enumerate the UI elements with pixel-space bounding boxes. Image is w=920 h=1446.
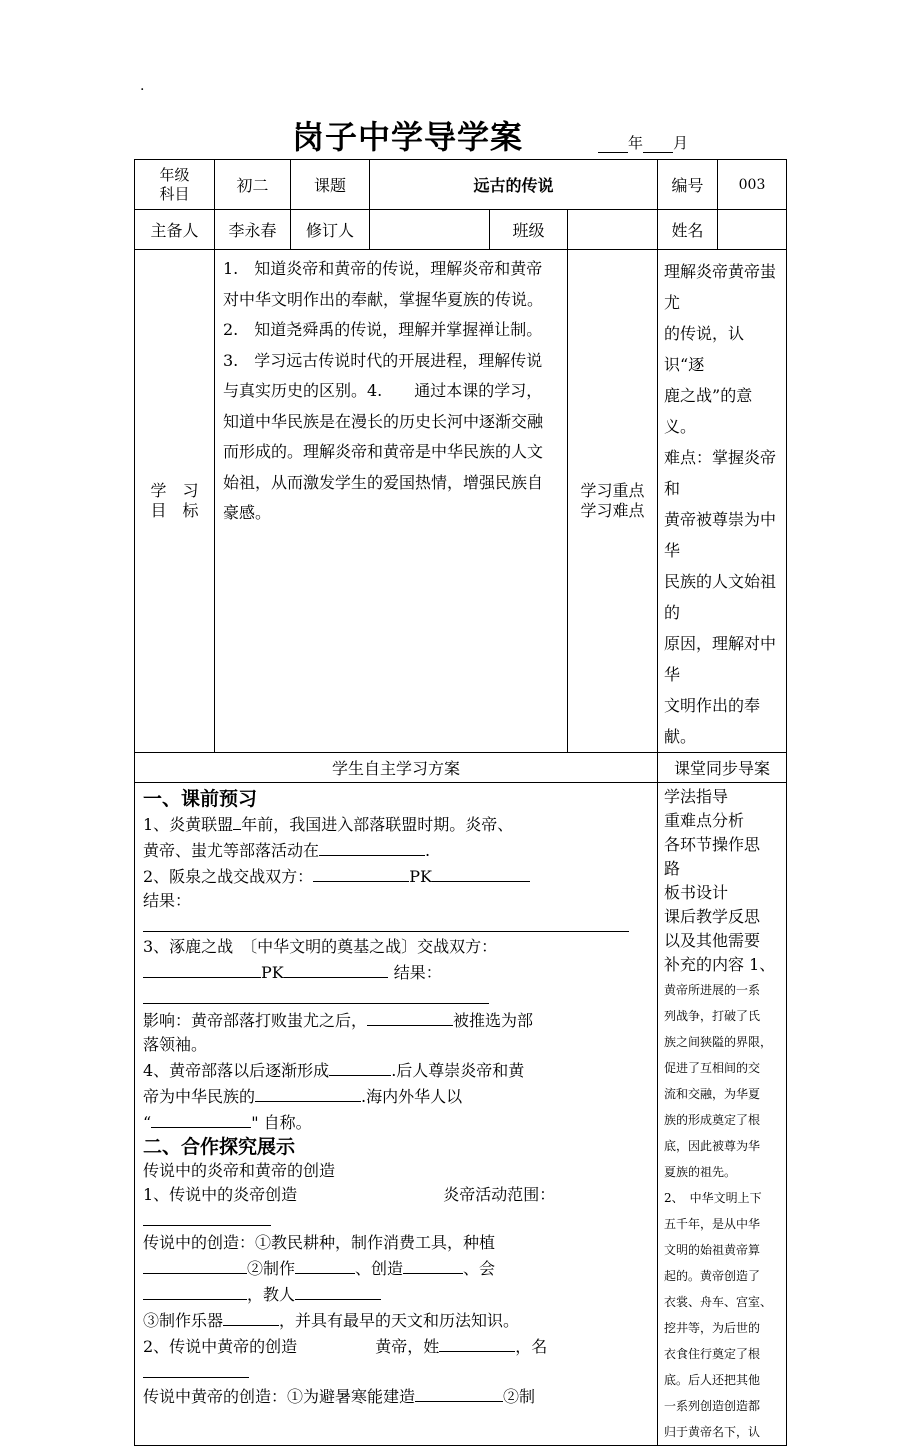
blank[interactable] (223, 1307, 279, 1326)
goal-line: 豪感。 (223, 503, 272, 522)
question-4-end: “ " 自称。 (143, 1109, 651, 1135)
section-explore-title: 二、合作探究展示 (143, 1136, 296, 1158)
explore-1-create-4: ③制作乐器 ，并具有最早的天文和历法知识。 (143, 1307, 651, 1333)
goals-text (215, 250, 568, 753)
question-3-pk: PK 结果： (143, 959, 651, 985)
blank[interactable] (143, 959, 261, 978)
month-label: 月 (673, 134, 689, 152)
grade-subject-label: 年级 科目 (135, 160, 215, 210)
key-line: 民族的人文始祖的 (664, 572, 777, 622)
reviser-value-field[interactable] (370, 210, 490, 250)
guide-note-first: 补充的内容 1、 (664, 955, 776, 974)
guide-item: 课后教学反思 (664, 907, 761, 926)
key-line: 难点：掌握炎帝和 (664, 448, 777, 498)
blank[interactable] (295, 1281, 381, 1300)
key-points-text (658, 250, 787, 753)
guide-note-line: 归于黄帝名下，认 (664, 1425, 761, 1439)
guide-note-line: 族的形成奠定了根 (664, 1113, 761, 1127)
question-4-cont: 帝为中华民族的 .海内外华人以 (143, 1083, 651, 1109)
year-blank[interactable] (598, 138, 628, 153)
blank[interactable] (313, 863, 409, 882)
blank[interactable] (143, 1255, 247, 1274)
question-2-result: 结果： (143, 891, 192, 910)
key-line: 理解炎帝黄帝蚩尤 (664, 262, 777, 312)
grade-value: 初二 (215, 160, 291, 210)
blank[interactable] (439, 1333, 515, 1352)
goal-line: 2. 知道尧舜禹的传说，理解并掌握禅让制。 (223, 320, 543, 339)
key-line: 文明作出的奉献。 (664, 696, 761, 746)
date-line (598, 132, 688, 153)
blank[interactable] (233, 811, 241, 830)
guide-note-line: 五千年，是从中华 (664, 1217, 761, 1231)
self-study-content (135, 783, 658, 1446)
guide-item: 重难点分析 (664, 811, 745, 830)
class-guide-content (658, 783, 787, 1446)
blank[interactable] (329, 1057, 391, 1076)
guide-item: 各环节操作思 (664, 835, 761, 854)
lesson-title: 远古的传说 (370, 160, 658, 210)
question-3-impact: 影响：黄帝部落打败蚩尤之后， 被推选为部 (143, 1007, 651, 1033)
blank[interactable] (143, 1281, 247, 1300)
blank[interactable] (151, 1109, 251, 1128)
question-1: 1、炎黄联盟 年前，我国进入部落联盟时期。炎帝、 (143, 811, 651, 837)
guide-note-line: 列战争，打破了氏 (664, 1009, 761, 1023)
guide-note-line: 挖井等，为后世的 (664, 1321, 761, 1335)
guide-note-line: 文明的始祖黄帝算 (664, 1243, 761, 1257)
goal-line: 而形成的。理解炎帝和黄帝是中华民族的人文 (223, 442, 544, 461)
goal-line: 与真实历史的区别。4. 通过本课的学习， (223, 381, 543, 400)
explore-1: 1、传说中的炎帝创造 炎帝活动范围： (143, 1185, 556, 1204)
class-label: 班级 (490, 210, 568, 250)
question-2-result-line (143, 913, 651, 935)
section-preview-title: 一、课前预习 (143, 788, 258, 810)
question-3-impact-cont: 落领袖。 (143, 1035, 208, 1054)
goal-line: 知道中华民族是在漫长的历史长河中逐渐交融 (223, 411, 544, 431)
question-1-cont: 黄帝、蚩尤等部落活动在 . (143, 837, 651, 863)
question-4: 4、黄帝部落以后逐渐形成 .后人尊崇炎帝和黄 (143, 1057, 651, 1083)
blank[interactable] (432, 863, 530, 882)
explore-2: 2、传说中黄帝的创造 黄帝，姓 ，名 (143, 1333, 651, 1359)
guide-note-line: 流和交融，为华夏 (664, 1087, 761, 1101)
key-line: 原因，理解对中华 (664, 634, 777, 684)
key-line: 鹿之战”的意义。 (664, 386, 753, 436)
guide-note-line: 底。后人还把其他 (664, 1373, 761, 1387)
goal-line: 3. 学习远古传说时代的开展进程，理解传说 (223, 350, 543, 370)
blank[interactable] (284, 959, 388, 978)
class-value-field[interactable] (568, 210, 658, 250)
blank[interactable] (319, 837, 425, 856)
section-explore-sub: 传说中的炎帝和黄帝的创造 (143, 1161, 336, 1180)
blank[interactable] (295, 1255, 355, 1274)
explore-1-create-2: ②制作 、创造 、会 (143, 1255, 651, 1281)
guide-note-line: 衣食住行奠定了根 (664, 1347, 761, 1361)
preparer-label: 主备人 (135, 210, 215, 250)
guide-note-line: 夏族的祖先。 (664, 1165, 737, 1179)
guide-note-line: 一系列创造创造都 (664, 1399, 761, 1413)
guide-note-line: 黄帝所进展的一系 (664, 983, 761, 997)
question-3: 3、涿鹿之战 〔中华文明的奠基之战〕交战双方： (143, 937, 498, 956)
blank[interactable] (143, 985, 489, 1004)
guide-note-line: 起的。黄帝创造了 (664, 1269, 761, 1283)
key-line: 黄帝被尊崇为中华 (664, 510, 777, 560)
explore-1-create: 传说中的创造：①教民耕种，制作消费工具，种植 (143, 1233, 496, 1252)
name-label: 姓名 (658, 210, 718, 250)
goal-line: 始祖，从而激发学生的爱国热情，增强民族自 (223, 472, 544, 492)
reviser-label: 修订人 (291, 210, 370, 250)
goals-label: 学 习 目 标 (135, 250, 215, 753)
blank[interactable] (367, 1007, 453, 1026)
number-value: 003 (718, 160, 787, 210)
question-3-result-line (143, 985, 651, 1007)
blank[interactable] (403, 1255, 463, 1274)
explore-2-line (143, 1359, 651, 1383)
explore-1-create-3: ，教人 (143, 1281, 651, 1307)
guide-item: 路 (664, 859, 681, 878)
header (0, 112, 920, 162)
goal-line: 对中华文明作出的奉献，掌握华夏族的传说。 (223, 289, 544, 309)
class-guide-header: 课堂同步导案 (658, 753, 787, 783)
number-label: 编号 (658, 160, 718, 210)
lesson-label: 课题 (291, 160, 370, 210)
blank[interactable] (143, 913, 629, 932)
explore-1-line (143, 1207, 651, 1231)
explore-2-create: 传说中黄帝的创造：①为避暑寒能建造 ②制 (143, 1383, 651, 1409)
page-dot: . (140, 78, 145, 94)
self-study-header: 学生自主学习方案 (135, 753, 658, 783)
blank[interactable] (415, 1383, 503, 1402)
page-title: 岗子中学导学案 (292, 118, 524, 156)
year-label: 年 (628, 134, 644, 152)
guide-note-line: 促进了互相间的交 (664, 1061, 761, 1075)
guide-item: 学法指导 (664, 787, 729, 806)
lesson-table (134, 159, 787, 1446)
key-line: 的传说，认识“逐 (664, 324, 745, 374)
guide-item: 以及其他需要 (664, 931, 761, 950)
blank[interactable] (255, 1083, 361, 1102)
blank[interactable] (143, 1207, 271, 1226)
guide-note-line: 族之间狭隘的界限， (664, 1035, 773, 1049)
guide-note-line: 底，因此被尊为华 (664, 1139, 761, 1153)
month-blank[interactable] (643, 138, 673, 153)
goal-line: 1. 知道炎帝和黄帝的传说，理解炎帝和黄帝 (223, 259, 543, 278)
blank[interactable] (143, 1359, 249, 1378)
guide-note-line: 衣裳、舟车、宫室、 (664, 1295, 773, 1309)
guide-item: 板书设计 (664, 883, 729, 902)
preparer-value: 李永春 (215, 210, 291, 250)
guide-note-line: 2、 中华文明上下 (664, 1191, 762, 1205)
key-points-label: 学习重点 学习难点 (568, 250, 658, 753)
name-value-field[interactable] (718, 210, 787, 250)
question-2: 2、阪泉之战交战双方： PK (143, 863, 651, 889)
